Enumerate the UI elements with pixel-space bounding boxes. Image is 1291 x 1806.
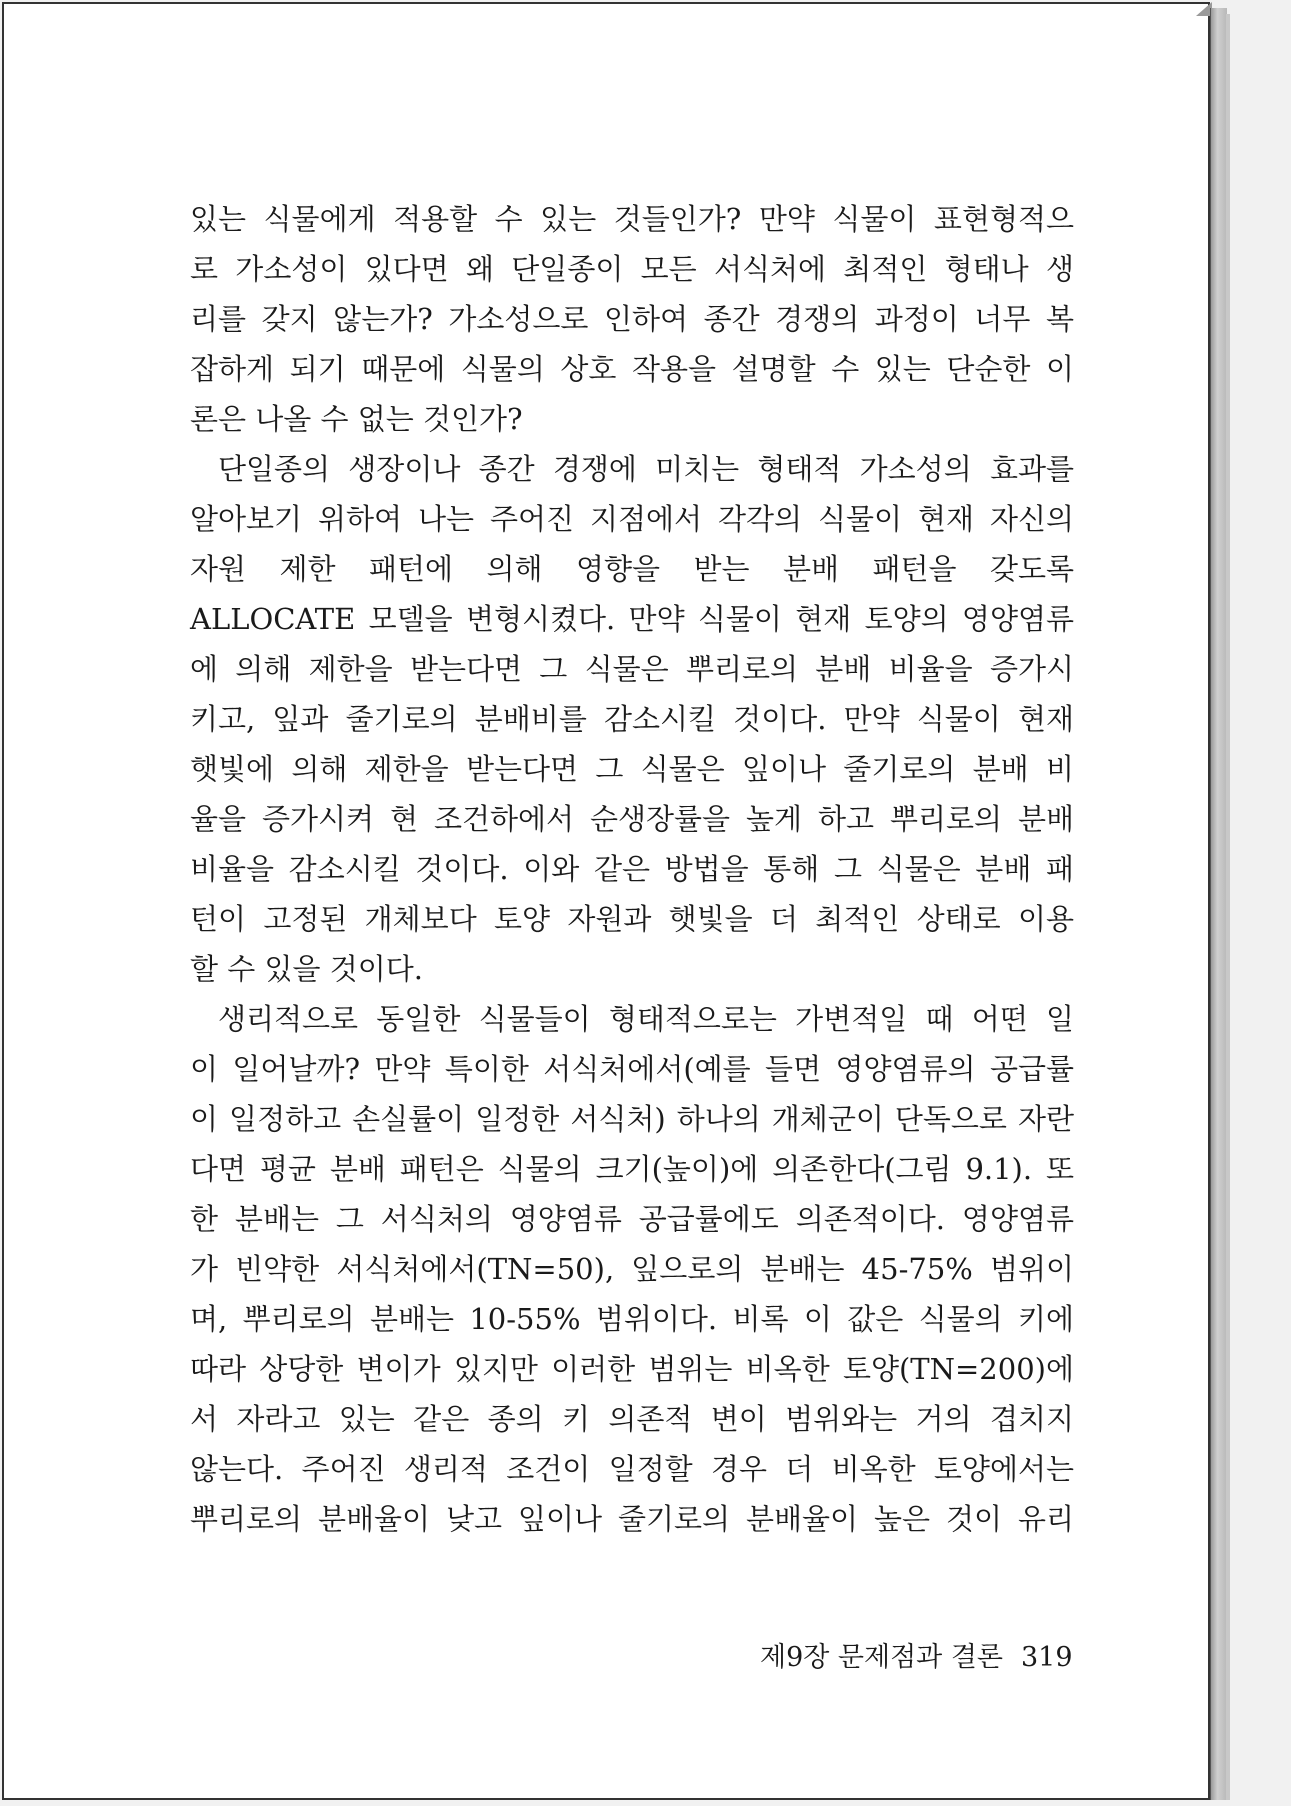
text-line: 리를 갖지 않는가? 가소성으로 인하여 종간 경쟁의 과정이 너무 복 (190, 302, 1074, 336)
text-line: 있는 식물에게 적용할 수 있는 것들인가? 만약 식물이 표현형적으 (190, 202, 1074, 236)
page-edge-shadow (1226, 14, 1230, 1800)
text-line: 이 일어날까? 만약 특이한 서식처에서(예를 들면 영양염류의 공급률 (190, 1052, 1074, 1086)
chapter-title: 제9장 문제점과 결론 (760, 1642, 1003, 1673)
text-line: 생리적으로 동일한 식물들이 형태적으로는 가변적일 때 어떤 일 (218, 1002, 1074, 1036)
text-line: 한 분배는 그 서식처의 영양염류 공급률에도 의존적이다. 영양염류 (190, 1202, 1074, 1236)
text-line: 이 일정하고 손실률이 일정한 서식처) 하나의 개체군이 단독으로 자란 (190, 1102, 1074, 1136)
text-line: ALLOCATE 모델을 변형시켰다. 만약 식물이 현재 토양의 영양염류 (190, 602, 1074, 636)
text-line: 비율을 감소시킬 것이다. 이와 같은 방법을 통해 그 식물은 분배 패 (190, 852, 1074, 886)
text-line: 키고, 잎과 줄기로의 분배비를 감소시킬 것이다. 만약 식물이 현재 (190, 702, 1074, 736)
text-line: 율을 증가시켜 현 조건하에서 순생장률을 높게 하고 뿌리로의 분배 (190, 802, 1074, 836)
text-line: 뿌리로의 분배율이 낮고 잎이나 줄기로의 분배율이 높은 것이 유리 (190, 1502, 1074, 1536)
text-line: 며, 뿌리로의 분배는 10-55% 범위이다. 비록 이 값은 식물의 키에 (190, 1302, 1074, 1336)
text-line: 론은 나올 수 없는 것인가? (190, 402, 523, 436)
text-line: 잡하게 되기 때문에 식물의 상호 작용을 설명할 수 있는 단순한 이 (190, 352, 1074, 386)
text-line: 않는다. 주어진 생리적 조건이 일정할 경우 더 비옥한 토양에서는 (190, 1452, 1074, 1486)
text-line: 햇빛에 의해 제한을 받는다면 그 식물은 잎이나 줄기로의 분배 비 (190, 752, 1074, 786)
body-text (190, 194, 1074, 1544)
text-line: 서 자라고 있는 같은 종의 키 의존적 변이 범위와는 거의 겹치지 (190, 1402, 1074, 1436)
text-line: 단일종의 생장이나 종간 경쟁에 미치는 형태적 가소성의 효과를 (218, 452, 1074, 486)
text-line: 다면 평균 분배 패턴은 식물의 크기(높이)에 의존한다(그림 9.1). 또 (190, 1152, 1074, 1186)
text-line: 에 의해 제한을 받는다면 그 식물은 뿌리로의 분배 비율을 증가시 (190, 652, 1074, 686)
text-line: 턴이 고정된 개체보다 토양 자원과 햇빛을 더 최적인 상태로 이용 (190, 902, 1074, 936)
text-line: 따라 상당한 변이가 있지만 이러한 범위는 비옥한 토양(TN=200)에 (190, 1352, 1074, 1386)
text-line: 자원 제한 패턴에 의해 영향을 받는 분배 패턴을 갖도록 (190, 552, 1074, 586)
page-number: 319 (1021, 1642, 1073, 1673)
text-line: 알아보기 위하여 나는 주어진 지점에서 각각의 식물이 현재 자신의 (190, 502, 1074, 536)
text-line: 로 가소성이 있다면 왜 단일종이 모든 서식처에 최적인 형태나 생 (190, 252, 1074, 286)
page-spine-edge (1210, 8, 1227, 1800)
running-footer (760, 1640, 1073, 1676)
text-line: 가 빈약한 서식처에서(TN=50), 잎으로의 분배는 45-75% 범위이 (190, 1252, 1074, 1286)
text-line: 할 수 있을 것이다. (190, 952, 423, 986)
